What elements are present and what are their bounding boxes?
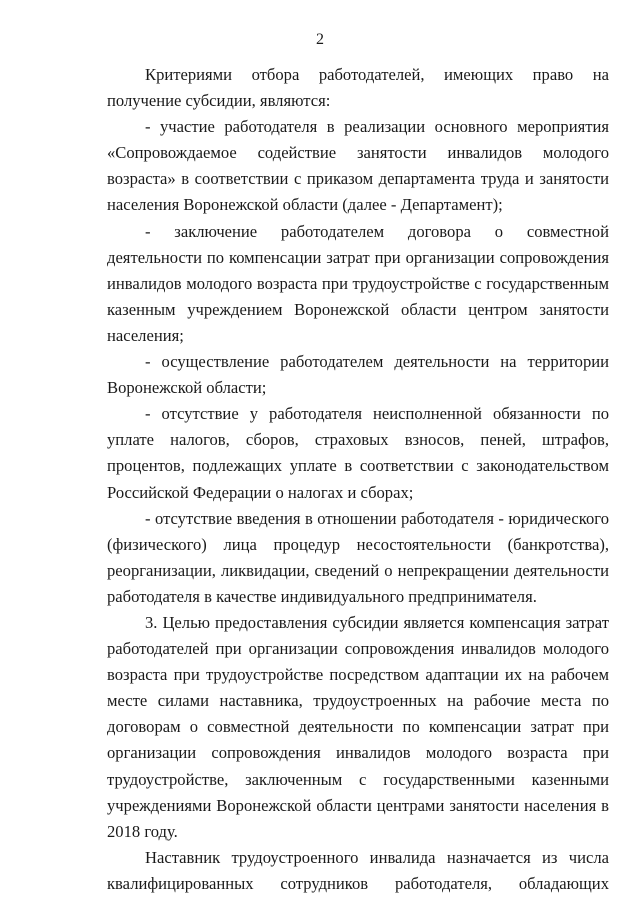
paragraph-criterion-no-debts: - отсутствие у работодателя неисполненной обязанности по уплате налогов, сборов, страховых взносов, пеней, штрафов, процентов, подлежащих уплате в соответствии с законодательством Российской Федерации о налогах и сборах;: [107, 404, 609, 502]
paragraph-criterion-agreement: - заключение работодателем договора о совместной деятельности по компенсации затрат при организации сопровождения инвалидов молодого возраста при трудоустройстве с государственным казенным учреждением Воронежской области центром занятости населения;: [107, 221, 609, 345]
paragraph-mentor: Наставник трудоустроенного инвалида назначается из числа квалифицированных сотрудников работодателя, обладающих: [107, 847, 609, 893]
document-body: [107, 62, 609, 897]
paragraph-subsidy-purpose: 3. Целью предоставления субсидии является компенсация затрат работодателей при организации сопровождения инвалидов молодого возраста при трудоустройстве посредством адаптации их на рабочем месте силами наставника, трудоустроенных на рабочие места по договорам о совместной деятельности по компенсации затрат при организации сопровождения инвалидов молодого возраста при трудоустройстве, заключенным с государственными казенными учреждениями Воронежской области центрами занятости населения в 2018 году.: [107, 612, 609, 841]
paragraph-selection-criteria: Критериями отбора работодателей, имеющих право на получение субсидии, являются:: [107, 65, 609, 111]
page-number: 2: [316, 31, 324, 48]
paragraph-criterion-territory: - осуществление работодателем деятельности на территории Воронежской области;: [107, 352, 609, 398]
paragraph-criterion-participation: - участие работодателя в реализации основного мероприятия «Сопровождаемое содействие занятости инвалидов молодого возраста» в соответствии с приказом департамента труда и занятости населения Воронежской области (далее - Департамент);: [107, 117, 609, 215]
paragraph-criterion-no-bankruptcy: - отсутствие введения в отношении работодателя - юридического (физического) лица процедур несостоятельности (банкротства), реорганизации, ликвидации, сведений о непрекращении деятельности работодателя в качестве индивидуального предпринимателя.: [107, 508, 609, 606]
